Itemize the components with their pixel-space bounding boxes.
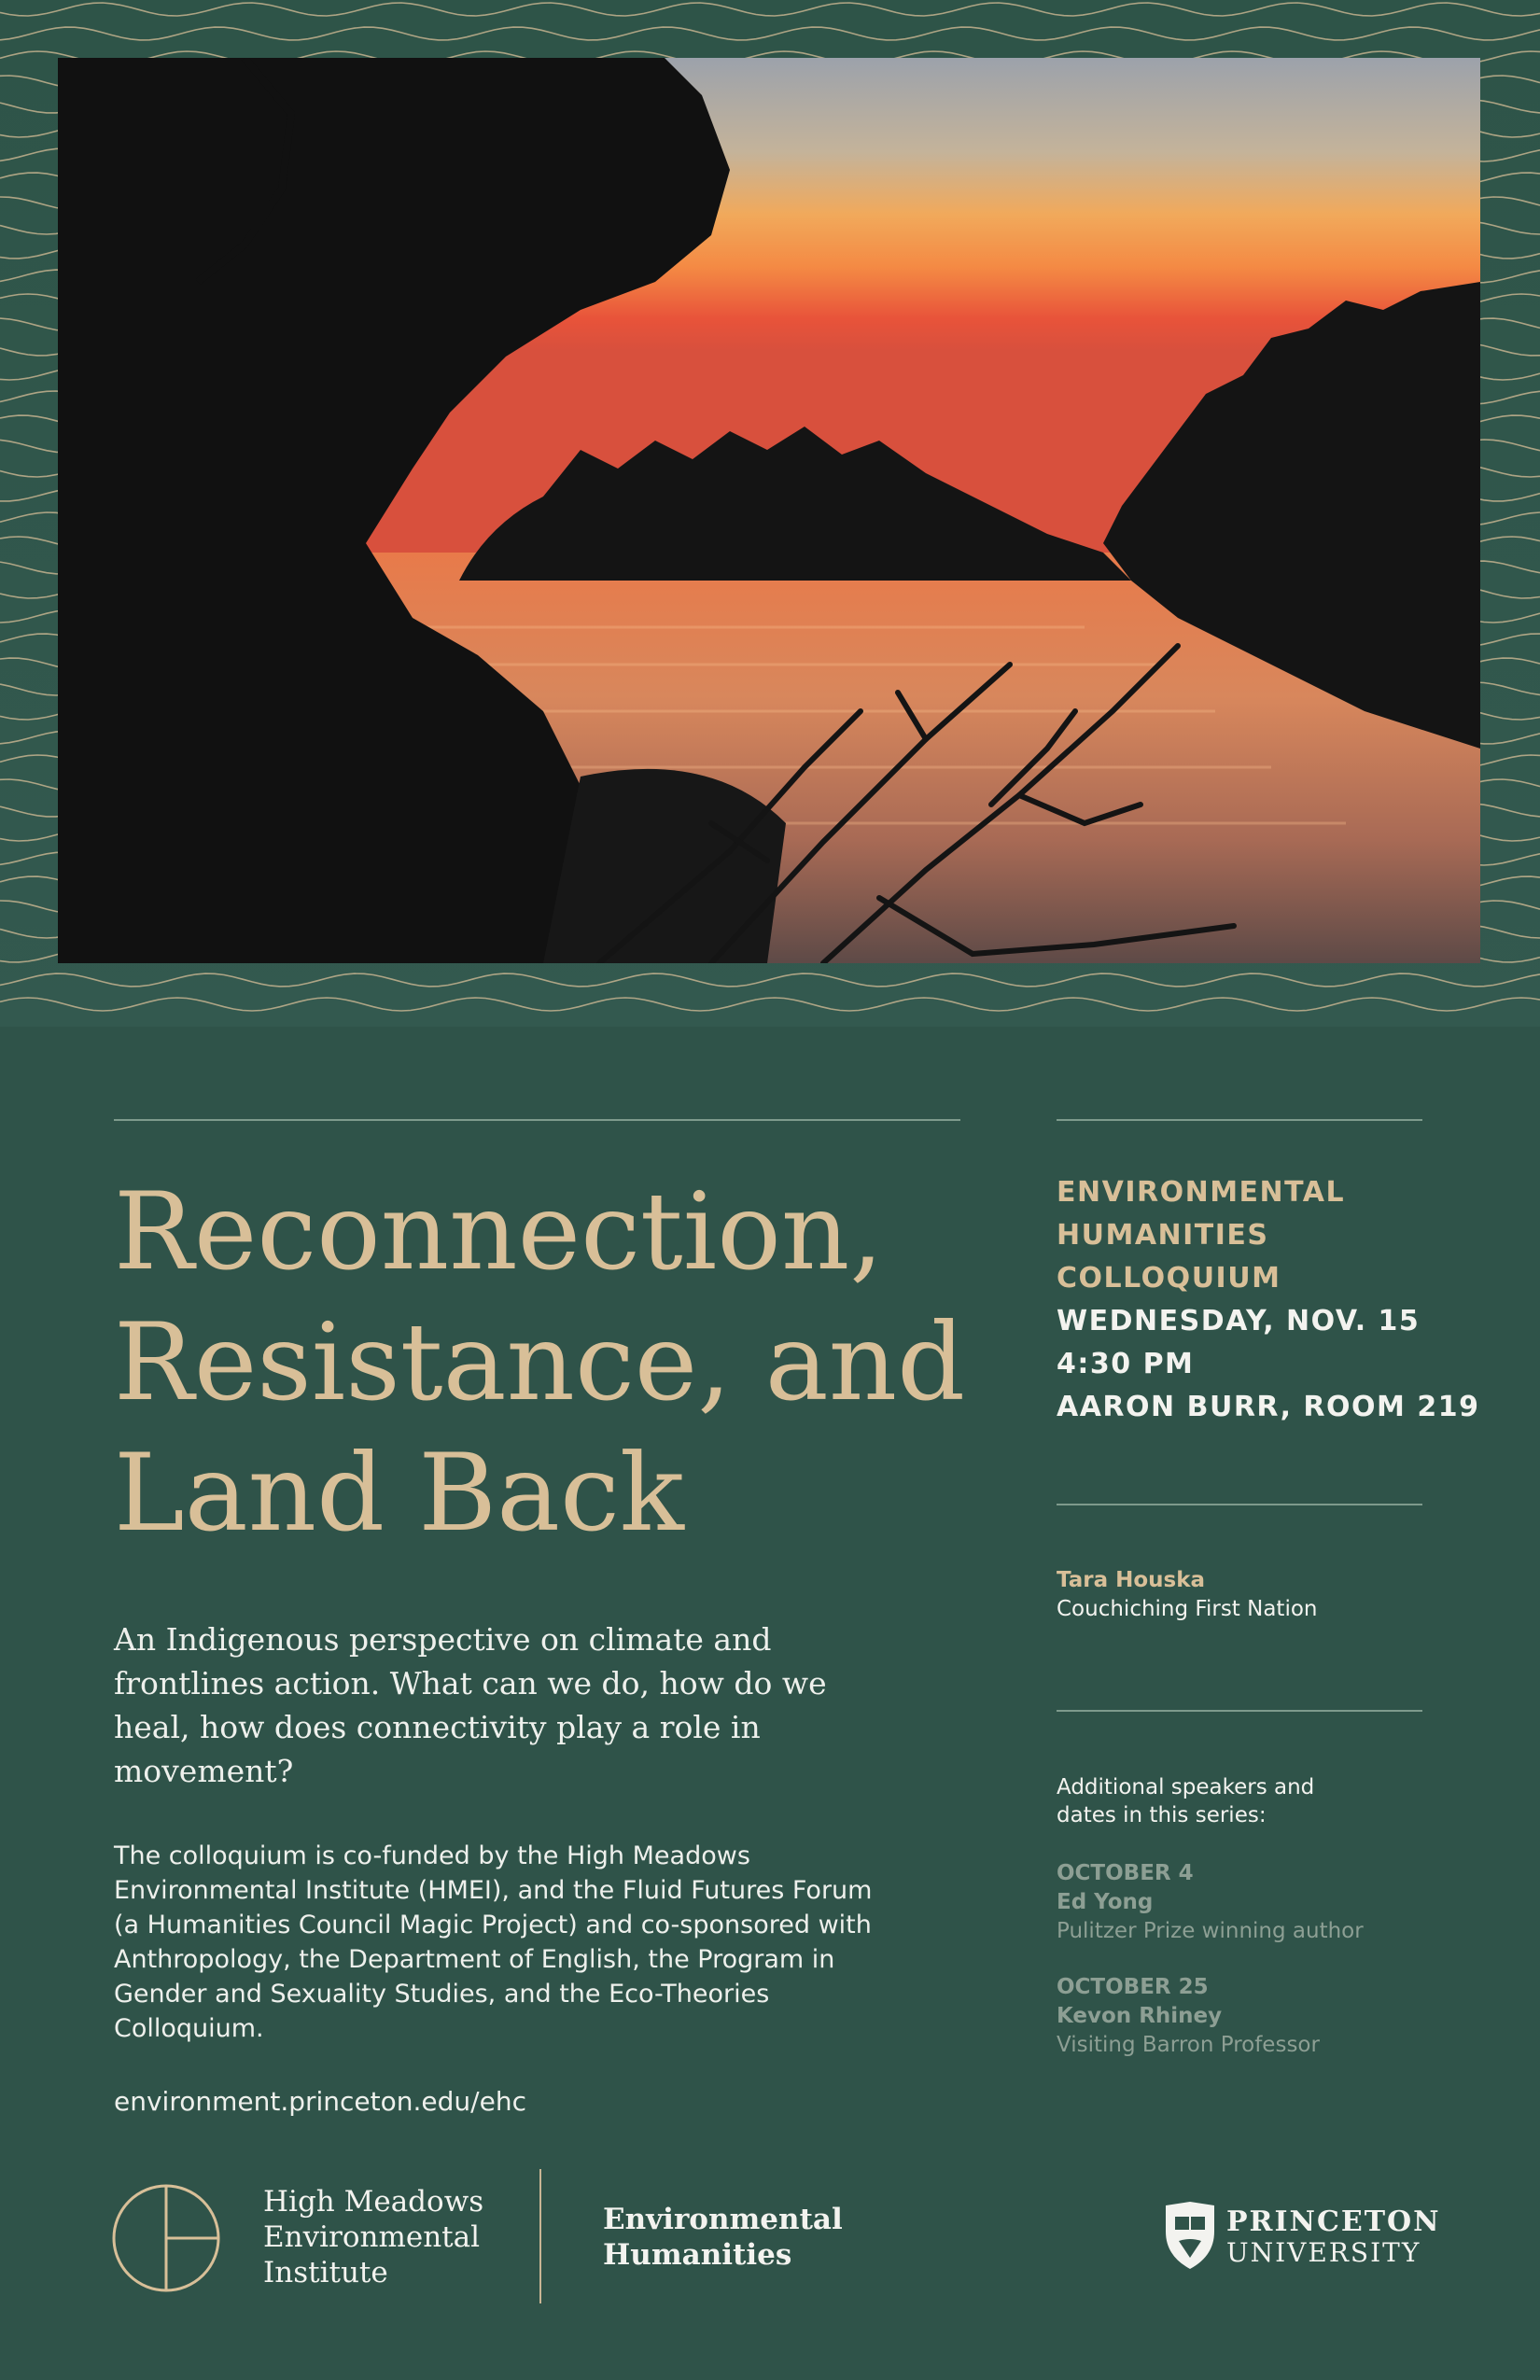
series-item-name: Kevon Rhiney [1057,2004,1223,2028]
website-link[interactable]: environment.princeton.edu/ehc [114,2086,526,2117]
series-item-date: OCTOBER 4 [1057,1861,1194,1885]
funding-statement: The colloquium is co-funded by the High Meadows Environmental Institute (HMEI), and the Fluid Futures Forum (a Humanities Council Magic Project) and co-sponsored with Anthropology, the Department of English, the Program in Gender and Sexuality Studies, and the Eco-Theories Colloquium. [114,1841,873,2043]
hmei-wordmark [263,2184,506,2290]
series-top-rule [1057,1119,1422,1121]
princeton-line-1: PRINCETON [1226,2205,1441,2238]
hmei-line-1: High Meadows [263,2185,484,2219]
hmei-logo-icon [110,2182,222,2294]
sunset-lake-photo [58,58,1480,963]
event-time: 4:30 PM [1057,1348,1195,1380]
environmental-humanities-wordmark [603,2202,846,2273]
wave-line [0,998,1540,1011]
series-item-name: Ed Yong [1057,1890,1154,1914]
series-label [1057,1171,1458,1300]
title-line-1: Reconnection, [114,1169,884,1294]
series-item-role: Visiting Barron Professor [1057,2033,1320,2057]
wave-line [0,3,1540,16]
series-item-date: OCTOBER 25 [1057,1975,1209,1999]
princeton-shield-icon [1162,2200,1218,2271]
princeton-line-2: UNIVERSITY [1226,2237,1421,2268]
speaker-name: Tara Houska [1057,1568,1206,1592]
event-details [1057,1300,1495,1429]
logo-divider [539,2169,541,2303]
title-line-2: Resistance, and [114,1300,966,1424]
event-location: AARON BURR, ROOM 219 [1057,1391,1480,1423]
speaker-affiliation: Couchiching First Nation [1057,1597,1318,1621]
series-item [1057,1973,1320,2060]
series-label-line-2: HUMANITIES [1057,1219,1269,1252]
additional-speakers-label: Additional speakers and dates in this series: [1057,1775,1315,1827]
hmei-line-2: Environmental [263,2220,481,2254]
series-label-line-1: ENVIRONMENTAL [1057,1176,1346,1209]
series-item [1057,1859,1364,1946]
page-title [114,1167,973,1559]
series-item-role: Pulitzer Prize winning author [1057,1919,1364,1943]
additional-top-rule [1057,1710,1422,1712]
event-date: WEDNESDAY, NOV. 15 [1057,1305,1421,1337]
eh-line-2: Humanities [603,2238,792,2272]
series-label-line-3: COLLOQUIUM [1057,1262,1281,1295]
eh-line-1: Environmental [603,2203,843,2236]
wave-line [0,27,1540,40]
event-subtitle: An Indigenous perspective on climate and frontlines action. What can we do, how do we heal, how does connectivity play a role in movement? [114,1621,827,1789]
hmei-line-3: Institute [263,2256,388,2289]
speaker-top-rule [1057,1504,1422,1505]
princeton-wordmark [1226,2206,1441,2268]
title-top-rule [114,1119,960,1121]
title-line-3: Land Back [114,1431,684,1555]
wave-line [0,973,1540,987]
